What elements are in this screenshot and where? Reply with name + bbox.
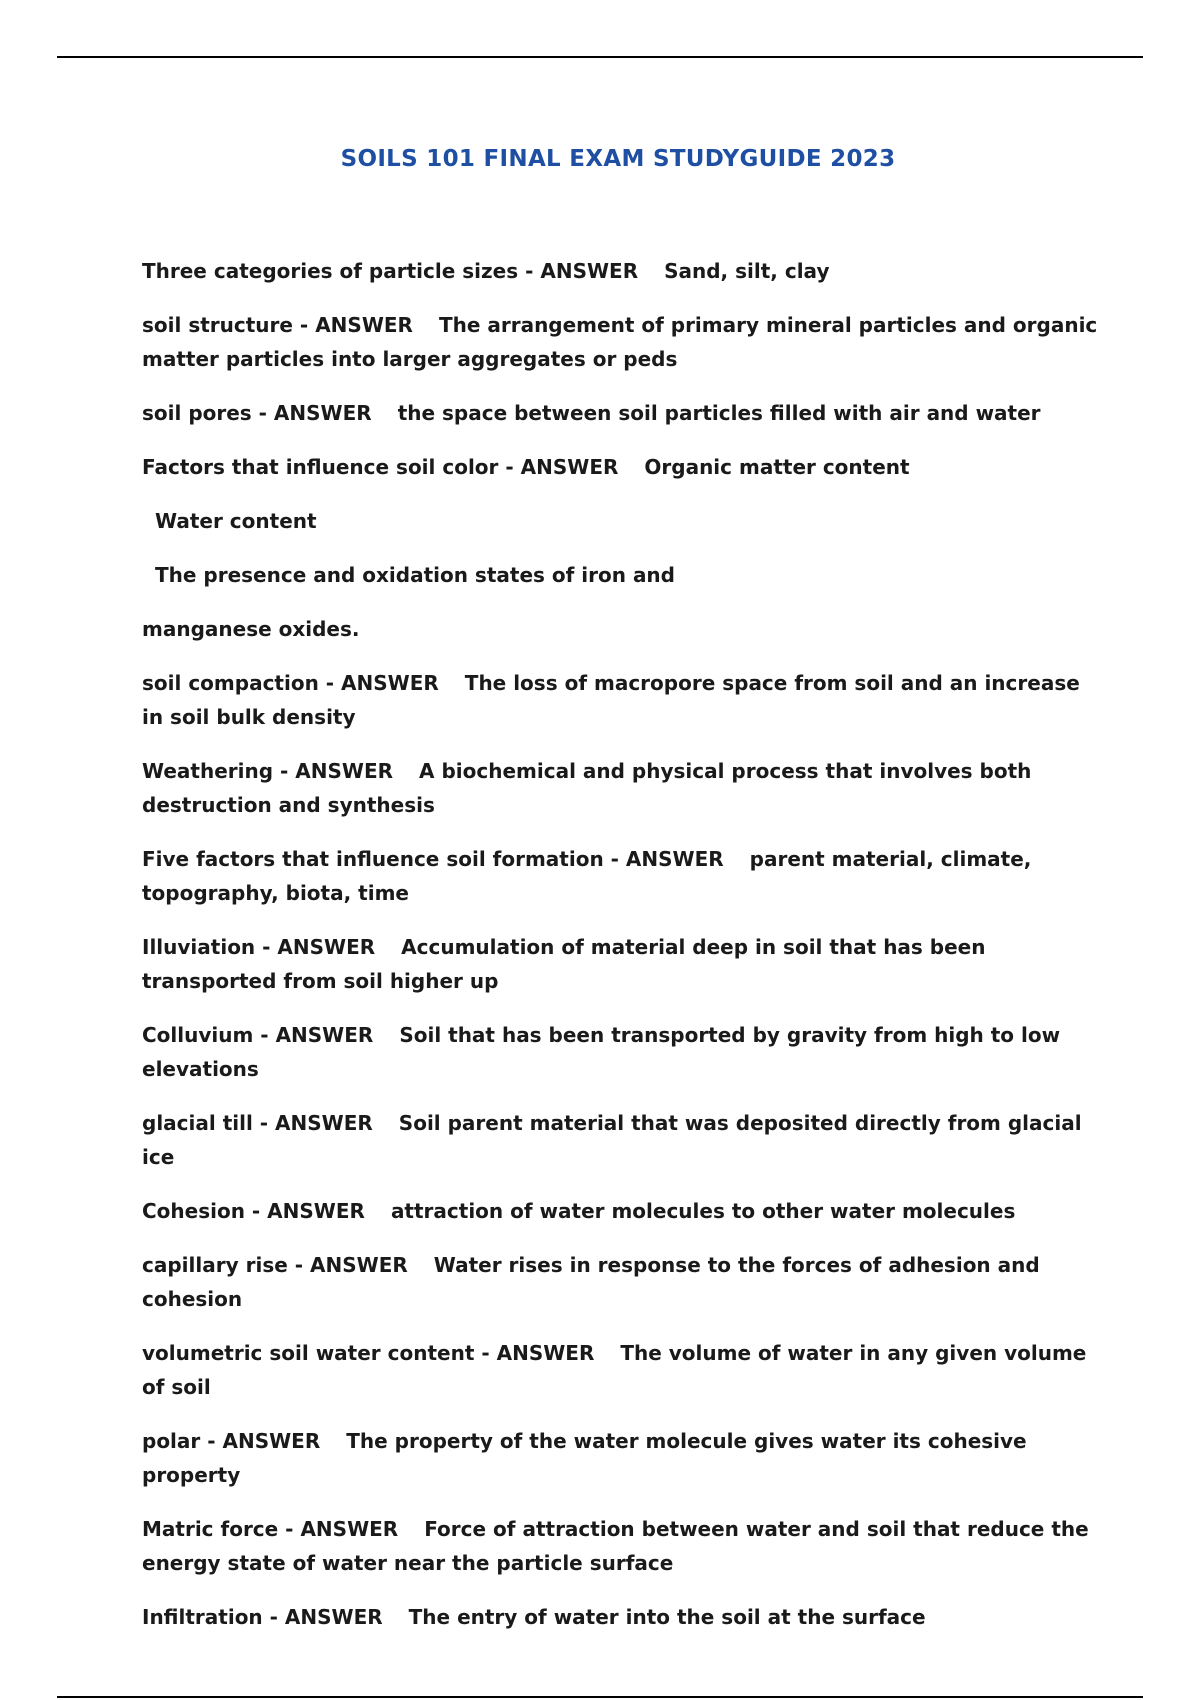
- answer: The volume of water in any given volume of soil: [142, 1341, 1087, 1399]
- answer: manganese oxides.: [142, 617, 360, 641]
- list-item: [142, 666, 1102, 734]
- list-item: [142, 1600, 1102, 1634]
- list-item: [142, 1248, 1102, 1316]
- list-item: [142, 612, 1102, 646]
- bottom-rule: [57, 1696, 1143, 1698]
- term: Three categories of particle sizes - ANSWER: [142, 259, 639, 283]
- list-item: [142, 1512, 1102, 1580]
- term: Weathering - ANSWER: [142, 759, 394, 783]
- term: soil pores - ANSWER: [142, 401, 372, 425]
- list-item: [142, 450, 1102, 484]
- list-item: [142, 558, 1102, 592]
- list-item: [142, 1106, 1102, 1174]
- answer: Water rises in response to the forces of adhesion and cohesion: [142, 1253, 1040, 1311]
- list-item: [142, 842, 1102, 910]
- term: volumetric soil water content - ANSWER: [142, 1341, 595, 1365]
- list-item: [142, 930, 1102, 998]
- term: Cohesion - ANSWER: [142, 1199, 365, 1223]
- top-rule: [57, 56, 1143, 58]
- answer: Organic matter content: [644, 455, 910, 479]
- term: Infiltration - ANSWER: [142, 1605, 383, 1629]
- answer: The entry of water into the soil at the surface: [408, 1605, 926, 1629]
- list-item: [142, 308, 1102, 376]
- term: capillary rise - ANSWER: [142, 1253, 408, 1277]
- answer: Soil that has been transported by gravity from high to low elevations: [142, 1023, 1061, 1081]
- answer: A biochemical and physical process that involves both destruction and synthesis: [142, 759, 1032, 817]
- term: Five factors that influence soil formation - ANSWER: [142, 847, 724, 871]
- list-item: [142, 504, 1102, 538]
- list-item: [142, 1018, 1102, 1086]
- answer: The presence and oxidation states of iron and: [155, 563, 675, 587]
- list-item: [142, 1336, 1102, 1404]
- term: glacial till - ANSWER: [142, 1111, 373, 1135]
- answer: attraction of water molecules to other water molecules: [390, 1199, 1016, 1223]
- answer: Accumulation of material deep in soil that has been transported from soil higher up: [142, 935, 986, 993]
- list-item: [142, 254, 1102, 288]
- list-item: [142, 1194, 1102, 1228]
- term: polar - ANSWER: [142, 1429, 321, 1453]
- answer: Water content: [155, 509, 317, 533]
- term: soil compaction - ANSWER: [142, 671, 439, 695]
- answer: Sand, silt, clay: [664, 259, 830, 283]
- answer: The property of the water molecule gives water its cohesive property: [142, 1429, 1027, 1487]
- list-item: [142, 1424, 1102, 1492]
- term: Factors that influence soil color - ANSWER: [142, 455, 619, 479]
- term: soil structure - ANSWER: [142, 313, 413, 337]
- answer: Force of attraction between water and soil that reduce the energy state of water near the particle surface: [142, 1517, 1089, 1575]
- list-item: [142, 396, 1102, 430]
- term: Matric force - ANSWER: [142, 1517, 399, 1541]
- qa-list: [142, 254, 1102, 1654]
- term: Illuviation - ANSWER: [142, 935, 376, 959]
- term: Colluvium - ANSWER: [142, 1023, 374, 1047]
- list-item: [142, 754, 1102, 822]
- answer: The loss of macropore space from soil and an increase in soil bulk density: [142, 671, 1080, 729]
- answer: Soil parent material that was deposited directly from glacial ice: [142, 1111, 1082, 1169]
- answer: parent material, climate, topography, biota, time: [142, 847, 1032, 905]
- answer: The arrangement of primary mineral particles and organic matter particles into larger aggregates or peds: [142, 313, 1098, 371]
- answer: the space between soil particles filled with air and water: [397, 401, 1041, 425]
- page-title: SOILS 101 FINAL EXAM STUDYGUIDE 2023: [340, 146, 896, 172]
